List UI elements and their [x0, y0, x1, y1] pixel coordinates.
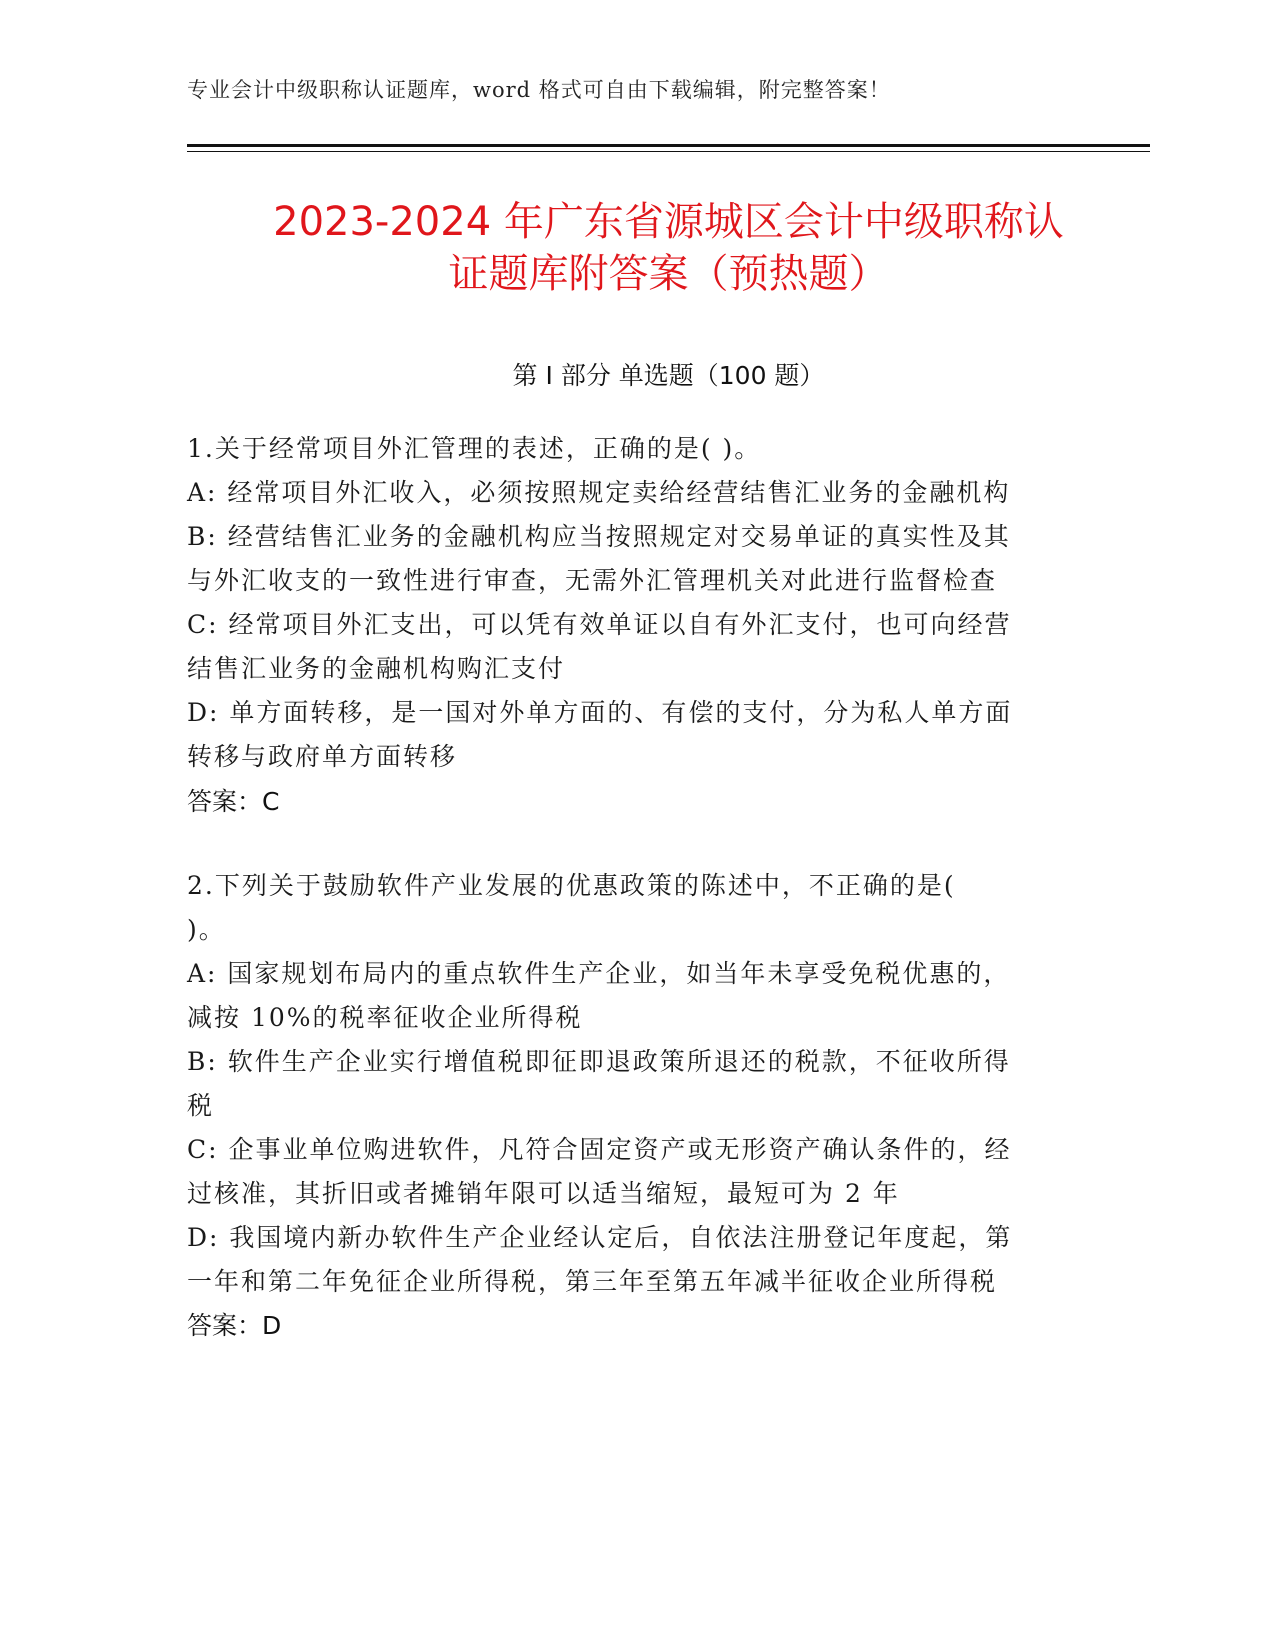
q1-option-d-cont: 转移与政府单方面转移	[187, 742, 458, 771]
q2-option-a-cont: 减按 10%的税率征收企业所得税	[187, 1003, 583, 1032]
q2-stem: 2.下列关于鼓励软件产业发展的优惠政策的陈述中，不正确的是(	[187, 871, 956, 900]
document-title	[187, 196, 1150, 300]
q1-option-c-cont: 结售汇业务的金融机构购汇支付	[187, 654, 566, 683]
title-line-2: 证题库附答案（预热题）	[448, 251, 889, 297]
header-rule-thick	[187, 144, 1150, 147]
q1-option-a: A: 经常项目外汇收入，必须按照规定卖给经营结售汇业务的金融机构	[187, 478, 1011, 507]
q1-stem: 1.关于经常项目外汇管理的表述，正确的是( )。	[187, 434, 762, 463]
q2-option-a: A: 国家规划布局内的重点软件生产企业，如当年未享受免税优惠的，	[187, 959, 1011, 988]
q2-option-b-cont: 税	[187, 1091, 215, 1120]
q2-option-d-cont: 一年和第二年免征企业所得税，第三年至第五年减半征收企业所得税	[187, 1267, 998, 1296]
q1-option-b-cont: 与外汇收支的一致性进行审查，无需外汇管理机关对此进行监督检查	[187, 566, 998, 595]
q2-option-c: C: 企事业单位购进软件，凡符合固定资产或无形资产确认条件的，经	[187, 1135, 1012, 1164]
q1-option-c: C: 经常项目外汇支出，可以凭有效单证以自有外汇支付，也可向经营	[187, 610, 1012, 639]
q2-answer: 答案：D	[187, 1311, 282, 1340]
q1-answer: 答案：C	[187, 787, 280, 816]
title-line-1: 2023-2024 年广东省源城区会计中级职称认	[273, 199, 1064, 245]
section-title: 第 I 部分 单选题（100 题）	[512, 361, 825, 390]
q1-option-b: B: 经营结售汇业务的金融机构应当按照规定对交易单证的真实性及其	[187, 522, 1011, 551]
q2-option-b: B: 软件生产企业实行增值税即征即退政策所退还的税款，不征收所得	[187, 1047, 1011, 1076]
header-rule-thin	[187, 151, 1150, 152]
q2-stem-cont: )。	[187, 915, 226, 944]
header-note: 专业会计中级职称认证题库，word 格式可自由下载编辑，附完整答案！	[187, 78, 891, 102]
q2-option-d: D: 我国境内新办软件生产企业经认定后，自依法注册登记年度起，第	[187, 1223, 1013, 1252]
q1-option-d: D: 单方面转移，是一国对外单方面的、有偿的支付，分为私人单方面	[187, 698, 1013, 727]
q2-option-c-cont: 过核准，其折旧或者摊销年限可以适当缩短，最短可为 2 年	[187, 1179, 900, 1208]
